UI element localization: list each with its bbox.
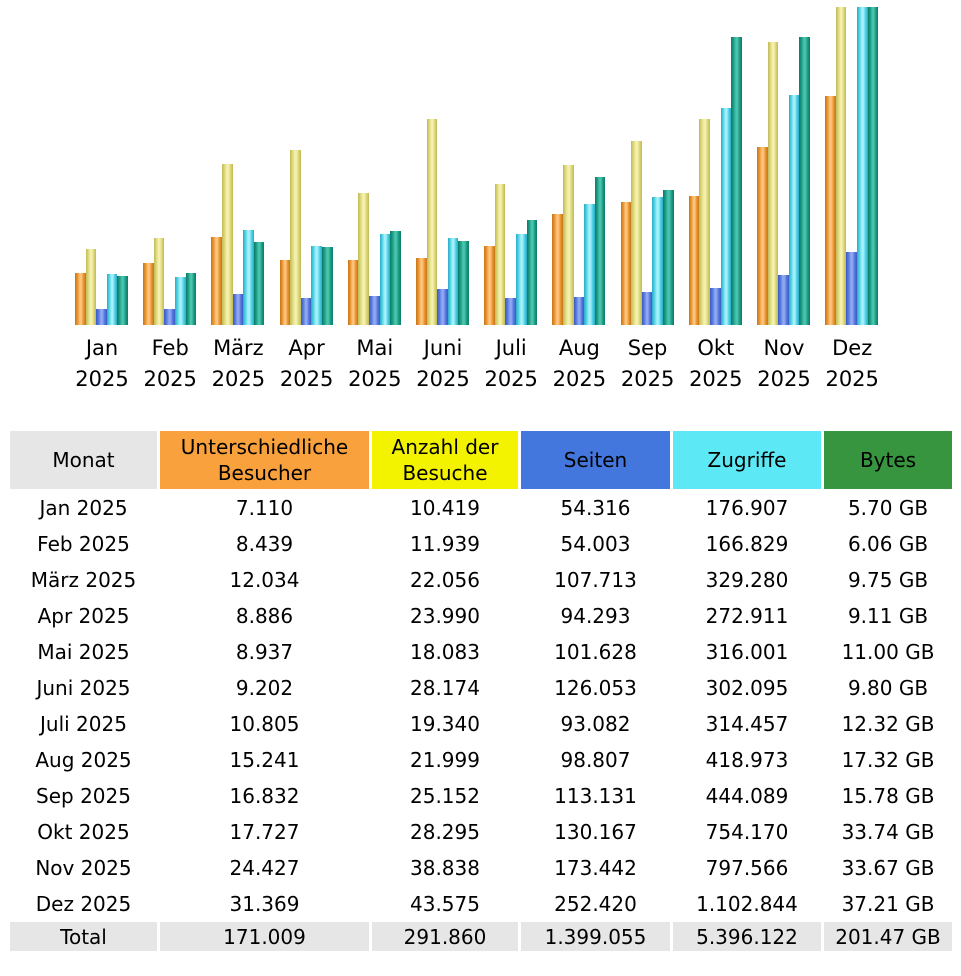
value-cell-unterschiedliche-besucher: 16.832 (160, 778, 369, 813)
bar-seiten-okt-2025 (710, 288, 721, 326)
value-cell-seiten: 173.442 (521, 850, 670, 885)
value-cell-seiten: 126.053 (521, 670, 670, 705)
bar-seiten-sep-2025 (642, 292, 653, 325)
bar-seiten-apr-2025 (301, 298, 312, 325)
bar-zugriffe-okt-2025 (721, 108, 732, 326)
value-cell-bytes: 5.70 GB (824, 490, 952, 525)
bar-group-nov-2025 (757, 7, 811, 325)
x-axis-label-jan-2025: Jan 2025 (75, 336, 129, 391)
bar-unterschiedliche-besucher-nov-2025 (757, 147, 768, 325)
bar-zugriffe-mai-2025 (380, 234, 391, 325)
value-cell-unterschiedliche-besucher: 31.369 (160, 886, 369, 921)
bar-group-m-rz-2025 (211, 7, 265, 325)
table-row-feb-2025 (10, 526, 952, 561)
value-cell-zugriffe: 302.095 (673, 670, 821, 705)
bar-zugriffe-aug-2025 (584, 204, 595, 325)
value-cell-unterschiedliche-besucher: 17.727 (160, 814, 369, 849)
bar-group-dez-2025 (825, 7, 879, 325)
bar-group-sep-2025 (621, 7, 675, 325)
table-row-juni-2025 (10, 670, 952, 705)
total-label: Total (10, 922, 157, 951)
value-cell-anzahl-der-besuche: 11.939 (372, 526, 518, 561)
column-header-anzahl-der-besuche: Anzahl der Besuche (372, 431, 518, 489)
bar-unterschiedliche-besucher-aug-2025 (552, 214, 563, 325)
value-cell-seiten: 94.293 (521, 598, 670, 633)
bar-unterschiedliche-besucher-dez-2025 (825, 96, 836, 325)
bar-anzahl-der-besuche-nov-2025 (768, 42, 779, 325)
x-axis-label-juni-2025: Juni 2025 (416, 336, 470, 391)
table-row-juli-2025 (10, 706, 952, 741)
month-cell: Juli 2025 (10, 706, 157, 741)
bar-unterschiedliche-besucher-juni-2025 (416, 258, 427, 325)
bar-anzahl-der-besuche-juli-2025 (495, 184, 506, 325)
total-value-unterschiedliche-besucher: 171.009 (160, 922, 369, 951)
x-axis-label-mai-2025: Mai 2025 (348, 336, 402, 391)
month-cell: März 2025 (10, 562, 157, 597)
bar-seiten-feb-2025 (164, 309, 175, 325)
bar-bytes-mai-2025 (390, 231, 401, 325)
bar-seiten-nov-2025 (778, 275, 789, 325)
bar-zugriffe-feb-2025 (175, 277, 186, 325)
month-cell: Okt 2025 (10, 814, 157, 849)
month-cell: Nov 2025 (10, 850, 157, 885)
bar-unterschiedliche-besucher-sep-2025 (621, 202, 632, 325)
value-cell-bytes: 6.06 GB (824, 526, 952, 561)
value-cell-unterschiedliche-besucher: 15.241 (160, 742, 369, 777)
value-cell-anzahl-der-besuche: 25.152 (372, 778, 518, 813)
month-cell: Mai 2025 (10, 634, 157, 669)
bar-unterschiedliche-besucher-apr-2025 (280, 260, 291, 325)
bar-seiten-m-rz-2025 (233, 294, 244, 325)
bar-bytes-m-rz-2025 (254, 242, 265, 325)
table-row-sep-2025 (10, 778, 952, 813)
bar-seiten-juni-2025 (437, 289, 448, 325)
bar-group-juni-2025 (416, 7, 470, 325)
value-cell-unterschiedliche-besucher: 12.034 (160, 562, 369, 597)
x-axis-label-apr-2025: Apr 2025 (279, 336, 334, 391)
bar-zugriffe-nov-2025 (789, 95, 800, 325)
month-cell: Juni 2025 (10, 670, 157, 705)
value-cell-bytes: 12.32 GB (824, 706, 952, 741)
table-row-m-rz-2025 (10, 562, 952, 597)
month-cell: Aug 2025 (10, 742, 157, 777)
table-row-apr-2025 (10, 598, 952, 633)
bar-zugriffe-juli-2025 (516, 234, 527, 325)
value-cell-seiten: 252.420 (521, 886, 670, 921)
value-cell-zugriffe: 166.829 (673, 526, 821, 561)
bar-seiten-dez-2025 (846, 252, 857, 325)
bar-group-jan-2025 (75, 7, 129, 325)
value-cell-unterschiedliche-besucher: 8.439 (160, 526, 369, 561)
value-cell-seiten: 101.628 (521, 634, 670, 669)
bar-bytes-apr-2025 (322, 247, 333, 325)
value-cell-anzahl-der-besuche: 21.999 (372, 742, 518, 777)
value-cell-anzahl-der-besuche: 23.990 (372, 598, 518, 633)
value-cell-bytes: 33.67 GB (824, 850, 952, 885)
x-axis-label-nov-2025: Nov 2025 (757, 336, 811, 391)
value-cell-anzahl-der-besuche: 43.575 (372, 886, 518, 921)
total-value-zugriffe: 5.396.122 (673, 922, 821, 951)
value-cell-anzahl-der-besuche: 19.340 (372, 706, 518, 741)
value-cell-anzahl-der-besuche: 28.174 (372, 670, 518, 705)
bar-bytes-feb-2025 (186, 273, 197, 325)
bar-anzahl-der-besuche-mai-2025 (358, 193, 369, 325)
value-cell-unterschiedliche-besucher: 8.886 (160, 598, 369, 633)
bar-seiten-mai-2025 (369, 296, 380, 325)
x-axis-label-juli-2025: Juli 2025 (484, 336, 538, 391)
table-row-dez-2025 (10, 886, 952, 921)
bar-unterschiedliche-besucher-m-rz-2025 (211, 237, 222, 325)
table-row-jan-2025 (10, 490, 952, 525)
value-cell-bytes: 9.80 GB (824, 670, 952, 705)
column-header-zugriffe: Zugriffe (673, 431, 821, 489)
total-value-seiten: 1.399.055 (521, 922, 670, 951)
bar-bytes-dez-2025 (868, 7, 879, 325)
x-axis-label-aug-2025: Aug 2025 (552, 336, 607, 391)
bar-bytes-nov-2025 (799, 37, 810, 325)
bar-unterschiedliche-besucher-feb-2025 (143, 263, 154, 325)
bar-seiten-juli-2025 (505, 298, 516, 325)
bar-group-mai-2025 (348, 7, 402, 325)
value-cell-bytes: 37.21 GB (824, 886, 952, 921)
bar-anzahl-der-besuche-feb-2025 (154, 238, 165, 325)
value-cell-zugriffe: 754.170 (673, 814, 821, 849)
bar-unterschiedliche-besucher-okt-2025 (689, 196, 700, 325)
value-cell-unterschiedliche-besucher: 24.427 (160, 850, 369, 885)
value-cell-anzahl-der-besuche: 18.083 (372, 634, 518, 669)
bar-zugriffe-jan-2025 (107, 274, 118, 325)
bar-anzahl-der-besuche-aug-2025 (563, 165, 574, 326)
bar-unterschiedliche-besucher-jan-2025 (75, 273, 86, 325)
bar-anzahl-der-besuche-okt-2025 (699, 119, 710, 326)
bar-zugriffe-sep-2025 (652, 197, 663, 325)
value-cell-seiten: 98.807 (521, 742, 670, 777)
value-cell-unterschiedliche-besucher: 8.937 (160, 634, 369, 669)
bar-anzahl-der-besuche-sep-2025 (631, 141, 642, 325)
bar-seiten-aug-2025 (574, 297, 585, 326)
x-axis-label-dez-2025: Dez 2025 (825, 336, 879, 391)
x-axis-label-sep-2025: Sep 2025 (620, 336, 675, 391)
bar-bytes-juni-2025 (458, 241, 469, 325)
column-header-seiten: Seiten (521, 431, 670, 489)
bar-group-apr-2025 (280, 7, 334, 325)
month-cell: Dez 2025 (10, 886, 157, 921)
column-header-monat: Monat (10, 431, 157, 489)
value-cell-seiten: 54.003 (521, 526, 670, 561)
bar-group-juli-2025 (484, 7, 538, 325)
bar-anzahl-der-besuche-m-rz-2025 (222, 164, 233, 325)
value-cell-bytes: 9.11 GB (824, 598, 952, 633)
column-header-bytes: Bytes (824, 431, 952, 489)
value-cell-anzahl-der-besuche: 10.419 (372, 490, 518, 525)
month-cell: Jan 2025 (10, 490, 157, 525)
bar-zugriffe-m-rz-2025 (243, 230, 254, 325)
value-cell-zugriffe: 797.566 (673, 850, 821, 885)
bar-bytes-okt-2025 (731, 37, 742, 325)
table-row-mai-2025 (10, 634, 952, 669)
table-header-row (10, 431, 952, 489)
table-row-nov-2025 (10, 850, 952, 885)
table-row-aug-2025 (10, 742, 952, 777)
bar-unterschiedliche-besucher-juli-2025 (484, 246, 495, 325)
column-header-unterschiedliche-besucher: Unterschiedliche Besucher (160, 431, 369, 489)
month-cell: Apr 2025 (10, 598, 157, 633)
value-cell-bytes: 33.74 GB (824, 814, 952, 849)
bar-group-okt-2025 (689, 7, 743, 325)
value-cell-zugriffe: 176.907 (673, 490, 821, 525)
x-axis-label-m-rz-2025: März 2025 (211, 336, 266, 391)
value-cell-bytes: 9.75 GB (824, 562, 952, 597)
bar-unterschiedliche-besucher-mai-2025 (348, 260, 359, 325)
value-cell-bytes: 11.00 GB (824, 634, 952, 669)
bar-anzahl-der-besuche-jan-2025 (86, 249, 97, 325)
value-cell-seiten: 54.316 (521, 490, 670, 525)
monthly-history-bar-chart (0, 0, 961, 400)
value-cell-zugriffe: 316.001 (673, 634, 821, 669)
bar-bytes-aug-2025 (595, 177, 606, 325)
bar-bytes-jan-2025 (117, 276, 128, 325)
bar-group-aug-2025 (552, 7, 606, 325)
value-cell-zugriffe: 272.911 (673, 598, 821, 633)
value-cell-zugriffe: 329.280 (673, 562, 821, 597)
value-cell-seiten: 107.713 (521, 562, 670, 597)
bar-zugriffe-dez-2025 (857, 7, 868, 325)
value-cell-unterschiedliche-besucher: 10.805 (160, 706, 369, 741)
value-cell-unterschiedliche-besucher: 7.110 (160, 490, 369, 525)
bar-bytes-sep-2025 (663, 190, 674, 325)
value-cell-zugriffe: 1.102.844 (673, 886, 821, 921)
bar-group-feb-2025 (143, 7, 197, 325)
x-axis-label-okt-2025: Okt 2025 (689, 336, 743, 391)
value-cell-anzahl-der-besuche: 38.838 (372, 850, 518, 885)
total-value-anzahl-der-besuche: 291.860 (372, 922, 518, 951)
bar-bytes-juli-2025 (527, 220, 538, 325)
x-axis-label-feb-2025: Feb 2025 (143, 336, 197, 391)
table-total-row (10, 922, 952, 951)
bar-zugriffe-juni-2025 (448, 238, 459, 325)
bar-anzahl-der-besuche-juni-2025 (427, 119, 438, 325)
month-cell: Feb 2025 (10, 526, 157, 561)
value-cell-seiten: 130.167 (521, 814, 670, 849)
value-cell-seiten: 93.082 (521, 706, 670, 741)
monthly-summary-table (7, 430, 955, 952)
value-cell-bytes: 17.32 GB (824, 742, 952, 777)
bar-anzahl-der-besuche-apr-2025 (290, 150, 301, 325)
value-cell-zugriffe: 444.089 (673, 778, 821, 813)
bar-seiten-jan-2025 (96, 309, 107, 325)
bar-anzahl-der-besuche-dez-2025 (836, 7, 847, 325)
total-value-bytes: 201.47 GB (824, 922, 952, 951)
value-cell-zugriffe: 314.457 (673, 706, 821, 741)
value-cell-unterschiedliche-besucher: 9.202 (160, 670, 369, 705)
value-cell-zugriffe: 418.973 (673, 742, 821, 777)
bar-zugriffe-apr-2025 (311, 246, 322, 325)
table-row-okt-2025 (10, 814, 952, 849)
value-cell-anzahl-der-besuche: 22.056 (372, 562, 518, 597)
month-cell: Sep 2025 (10, 778, 157, 813)
value-cell-anzahl-der-besuche: 28.295 (372, 814, 518, 849)
value-cell-bytes: 15.78 GB (824, 778, 952, 813)
value-cell-seiten: 113.131 (521, 778, 670, 813)
